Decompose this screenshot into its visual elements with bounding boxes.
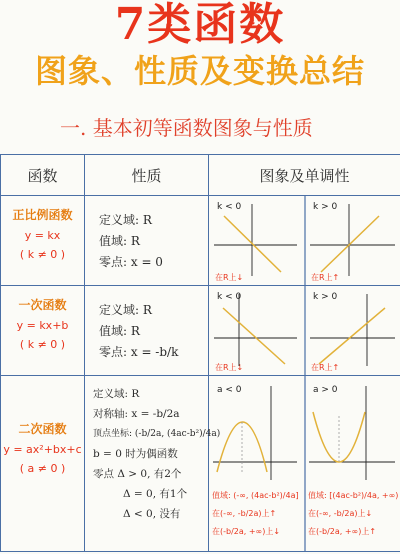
graph-svg: [209, 286, 400, 375]
graph-svg: [209, 376, 400, 551]
property-cell: [85, 286, 209, 376]
graph-note: 在R上↑: [311, 273, 340, 282]
column-header: 图象及单调性: [209, 155, 400, 196]
column-header: 函数: [1, 155, 85, 196]
column-header: 性质: [85, 155, 209, 196]
function-table: [0, 154, 400, 552]
property-line: Δ = 0, 有1个: [123, 488, 188, 500]
graph-a-pos: [308, 385, 398, 536]
property-line: 定义域: R: [99, 213, 152, 227]
function-cell: [1, 196, 85, 286]
graph-a-neg: [212, 385, 299, 536]
graph-k-neg: [214, 292, 297, 372]
graph-note: 在(-b/2a, +∞)上↑: [308, 527, 377, 536]
property-line: 值域: R: [99, 324, 140, 338]
graph-svg: [209, 196, 400, 285]
property-line: 顶点坐标: (-b/2a, (4ac-b²)/4a): [93, 429, 221, 439]
property-line: 零点 Δ > 0, 有2个: [93, 468, 182, 480]
graph-k-pos: [310, 292, 395, 372]
graph-k-pos: [310, 202, 395, 282]
function-formula: y = kx+b: [16, 319, 69, 332]
property-cell: [85, 376, 221, 552]
graph-note: 值域: [(4ac-b²)/4a, +∞): [308, 491, 399, 500]
table-row: [1, 376, 400, 552]
table-row: [1, 196, 400, 286]
graph-note: 在(-∞, -b/2a)上↑: [212, 509, 277, 518]
function-condition: ( k ≠ 0 ): [19, 248, 66, 261]
graph-label: a < 0: [217, 385, 242, 395]
graph-cell: [209, 376, 400, 552]
function-condition: ( a ≠ 0 ): [19, 462, 66, 475]
graph-note: 在(-b/2a, +∞)上↓: [212, 527, 281, 536]
page-main-title: 图象、性质及变换总结: [34, 52, 365, 90]
property-line: 零点: x = 0: [99, 255, 163, 269]
graph-label: k < 0: [217, 292, 242, 302]
function-name: 一次函数: [18, 298, 67, 312]
graph-label: k > 0: [313, 292, 338, 302]
property-cell: [85, 196, 209, 286]
graph-note: 在R上↓: [215, 273, 244, 282]
property-line: 值域: R: [99, 234, 140, 248]
graph-cell: [209, 196, 400, 286]
page-top-title: 7类函数: [114, 0, 286, 50]
property-line: Δ < 0, 没有: [123, 508, 181, 520]
graph-note: 值域: (-∞, (4ac-b²)/4a]: [212, 491, 299, 500]
graph-label: k < 0: [217, 202, 242, 212]
function-name: 正比例函数: [12, 208, 73, 222]
table-header-row: [1, 155, 400, 196]
function-cell: [1, 286, 85, 376]
property-line: 定义域: R: [99, 303, 152, 317]
function-cell: [1, 376, 85, 552]
property-line: 定义域: R: [93, 388, 140, 400]
graph-label: a > 0: [313, 385, 338, 395]
graph-note: 在(-∞, -b/2a)上↓: [308, 509, 373, 518]
function-formula: y = kx: [24, 229, 61, 242]
property-line: b = 0 时为偶函数: [93, 448, 178, 460]
graph-k-neg: [214, 202, 297, 282]
function-condition: ( k ≠ 0 ): [19, 338, 66, 351]
function-formula: y = ax²+bx+c: [3, 443, 82, 456]
graph-note: 在R上↓: [215, 363, 244, 372]
graph-note: 在R上↑: [311, 363, 340, 372]
section-title: 一. 基本初等函数图象与性质: [60, 116, 313, 140]
table-row: [1, 286, 400, 376]
graph-label: k > 0: [313, 202, 338, 212]
function-name: 二次函数: [18, 422, 67, 436]
property-line: 对称轴: x = -b/2a: [93, 408, 180, 420]
graph-cell: [209, 286, 400, 376]
property-line: 零点: x = -b/k: [99, 345, 179, 359]
